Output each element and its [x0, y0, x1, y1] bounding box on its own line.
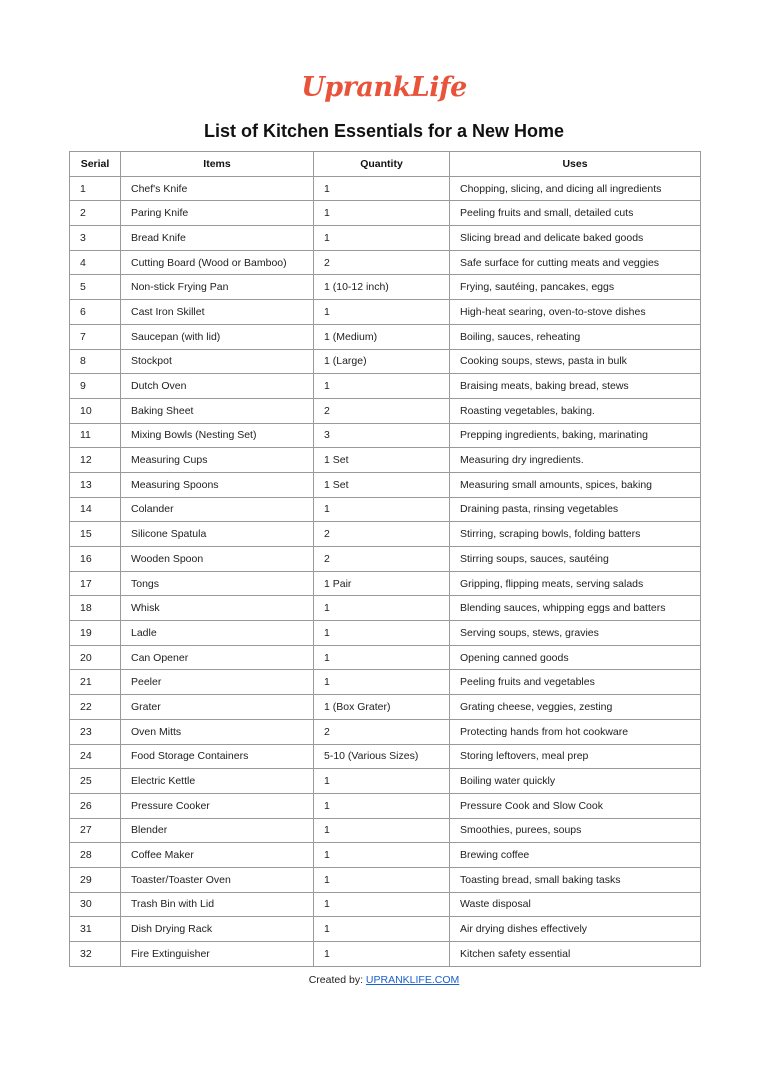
cell-uses: Blending sauces, whipping eggs and batters — [450, 596, 701, 621]
cell-uses: Pressure Cook and Slow Cook — [450, 793, 701, 818]
cell-serial: 29 — [70, 867, 121, 892]
cell-uses: Chopping, slicing, and dicing all ingredients — [450, 176, 701, 201]
cell-serial: 1 — [70, 176, 121, 201]
cell-quantity: 1 — [314, 942, 450, 967]
table-row — [70, 226, 701, 251]
cell-uses: Waste disposal — [450, 892, 701, 917]
cell-uses: Smoothies, purees, soups — [450, 818, 701, 843]
cell-uses: Stirring, scraping bowls, folding batters — [450, 522, 701, 547]
cell-serial: 19 — [70, 621, 121, 646]
footer-credit — [0, 973, 768, 987]
table-row — [70, 670, 701, 695]
table-row — [70, 818, 701, 843]
cell-uses: Boiling water quickly — [450, 769, 701, 794]
cell-uses: Frying, sautéing, pancakes, eggs — [450, 275, 701, 300]
cell-item: Measuring Cups — [121, 448, 314, 473]
cell-uses: Air drying dishes effectively — [450, 917, 701, 942]
cell-item: Pressure Cooker — [121, 793, 314, 818]
cell-item: Bread Knife — [121, 226, 314, 251]
cell-uses: Brewing coffee — [450, 843, 701, 868]
header-uses: Uses — [450, 152, 701, 177]
table-row — [70, 497, 701, 522]
cell-item: Saucepan (with lid) — [121, 324, 314, 349]
cell-uses: Grating cheese, veggies, zesting — [450, 695, 701, 720]
page-title: List of Kitchen Essentials for a New Home — [203, 121, 565, 141]
cell-quantity: 1 — [314, 300, 450, 325]
cell-quantity: 1 — [314, 497, 450, 522]
table-row — [70, 695, 701, 720]
cell-item: Grater — [121, 695, 314, 720]
cell-serial: 9 — [70, 374, 121, 399]
table-body — [70, 176, 701, 966]
cell-serial: 22 — [70, 695, 121, 720]
cell-serial: 30 — [70, 892, 121, 917]
cell-item: Silicone Spatula — [121, 522, 314, 547]
table-row — [70, 547, 701, 572]
table-header-row — [70, 152, 701, 177]
cell-serial: 15 — [70, 522, 121, 547]
cell-item: Mixing Bowls (Nesting Set) — [121, 423, 314, 448]
cell-quantity: 2 — [314, 398, 450, 423]
cell-serial: 6 — [70, 300, 121, 325]
cell-serial: 4 — [70, 250, 121, 275]
cell-quantity: 1 — [314, 917, 450, 942]
cell-item: Cast Iron Skillet — [121, 300, 314, 325]
cell-quantity: 1 — [314, 621, 450, 646]
cell-quantity: 5-10 (Various Sizes) — [314, 744, 450, 769]
cell-item: Oven Mitts — [121, 719, 314, 744]
cell-uses: Boiling, sauces, reheating — [450, 324, 701, 349]
cell-quantity: 1 — [314, 843, 450, 868]
cell-serial: 14 — [70, 497, 121, 522]
table-row — [70, 472, 701, 497]
cell-quantity: 1 (Large) — [314, 349, 450, 374]
cell-quantity: 1 Set — [314, 448, 450, 473]
table-row — [70, 571, 701, 596]
cell-item: Blender — [121, 818, 314, 843]
table-row — [70, 645, 701, 670]
cell-item: Whisk — [121, 596, 314, 621]
cell-item: Paring Knife — [121, 201, 314, 226]
cell-serial: 17 — [70, 571, 121, 596]
cell-serial: 24 — [70, 744, 121, 769]
cell-quantity: 1 — [314, 818, 450, 843]
cell-serial: 18 — [70, 596, 121, 621]
cell-serial: 25 — [70, 769, 121, 794]
cell-serial: 27 — [70, 818, 121, 843]
table-row — [70, 374, 701, 399]
cell-serial: 21 — [70, 670, 121, 695]
cell-serial: 28 — [70, 843, 121, 868]
table-row — [70, 176, 701, 201]
cell-uses: Toasting bread, small baking tasks — [450, 867, 701, 892]
cell-item: Cutting Board (Wood or Bamboo) — [121, 250, 314, 275]
cell-quantity: 2 — [314, 719, 450, 744]
cell-item: Wooden Spoon — [121, 547, 314, 572]
cell-item: Dish Drying Rack — [121, 917, 314, 942]
cell-serial: 20 — [70, 645, 121, 670]
cell-quantity: 1 — [314, 374, 450, 399]
cell-quantity: 1 Pair — [314, 571, 450, 596]
cell-uses: Braising meats, baking bread, stews — [450, 374, 701, 399]
table-row — [70, 843, 701, 868]
cell-quantity: 1 — [314, 645, 450, 670]
cell-quantity: 1 — [314, 596, 450, 621]
cell-uses: Opening canned goods — [450, 645, 701, 670]
cell-item: Ladle — [121, 621, 314, 646]
cell-uses: Roasting vegetables, baking. — [450, 398, 701, 423]
cell-item: Toaster/Toaster Oven — [121, 867, 314, 892]
cell-quantity: 2 — [314, 250, 450, 275]
table-row — [70, 892, 701, 917]
cell-serial: 7 — [70, 324, 121, 349]
cell-quantity: 1 — [314, 793, 450, 818]
table-row — [70, 423, 701, 448]
cell-quantity: 1 — [314, 670, 450, 695]
table-row — [70, 942, 701, 967]
table-row — [70, 793, 701, 818]
cell-quantity: 1 (Box Grater) — [314, 695, 450, 720]
cell-item: Measuring Spoons — [121, 472, 314, 497]
cell-quantity: 1 — [314, 176, 450, 201]
table-row — [70, 448, 701, 473]
cell-item: Can Opener — [121, 645, 314, 670]
cell-uses: Cooking soups, stews, pasta in bulk — [450, 349, 701, 374]
table-row — [70, 719, 701, 744]
cell-serial: 12 — [70, 448, 121, 473]
footer-link[interactable]: UPRANKLIFE.COM — [365, 974, 460, 986]
cell-item: Dutch Oven — [121, 374, 314, 399]
cell-serial: 13 — [70, 472, 121, 497]
cell-quantity: 1 — [314, 201, 450, 226]
cell-item: Chef's Knife — [121, 176, 314, 201]
header-items: Items — [121, 152, 314, 177]
footer-prefix: Created by: — [308, 974, 363, 986]
table-row — [70, 596, 701, 621]
cell-uses: Serving soups, stews, gravies — [450, 621, 701, 646]
cell-serial: 5 — [70, 275, 121, 300]
cell-serial: 23 — [70, 719, 121, 744]
cell-uses: Measuring dry ingredients. — [450, 448, 701, 473]
cell-quantity: 1 (Medium) — [314, 324, 450, 349]
table-row — [70, 275, 701, 300]
table-row — [70, 324, 701, 349]
cell-item: Tongs — [121, 571, 314, 596]
cell-quantity: 2 — [314, 522, 450, 547]
cell-item: Stockpot — [121, 349, 314, 374]
cell-uses: Slicing bread and delicate baked goods — [450, 226, 701, 251]
cell-serial: 11 — [70, 423, 121, 448]
table-row — [70, 917, 701, 942]
cell-uses: Peeling fruits and vegetables — [450, 670, 701, 695]
cell-serial: 32 — [70, 942, 121, 967]
cell-quantity: 1 — [314, 226, 450, 251]
header-serial: Serial — [70, 152, 121, 177]
cell-uses: Stirring soups, sauces, sautéing — [450, 547, 701, 572]
cell-item: Peeler — [121, 670, 314, 695]
table-row — [70, 201, 701, 226]
kitchen-essentials-table — [69, 151, 701, 967]
cell-uses: Kitchen safety essential — [450, 942, 701, 967]
table-row — [70, 349, 701, 374]
cell-uses: Gripping, flipping meats, serving salads — [450, 571, 701, 596]
cell-quantity: 1 — [314, 892, 450, 917]
cell-quantity: 1 — [314, 769, 450, 794]
cell-uses: Storing leftovers, meal prep — [450, 744, 701, 769]
table-row — [70, 250, 701, 275]
table-row — [70, 522, 701, 547]
cell-uses: Peeling fruits and small, detailed cuts — [450, 201, 701, 226]
cell-quantity: 1 Set — [314, 472, 450, 497]
cell-serial: 8 — [70, 349, 121, 374]
cell-serial: 3 — [70, 226, 121, 251]
table-row — [70, 300, 701, 325]
cell-quantity: 3 — [314, 423, 450, 448]
table-row — [70, 867, 701, 892]
cell-uses: Draining pasta, rinsing vegetables — [450, 497, 701, 522]
cell-item: Non-stick Frying Pan — [121, 275, 314, 300]
brand-logo: UprankLife — [301, 72, 467, 103]
cell-item: Food Storage Containers — [121, 744, 314, 769]
cell-uses: Safe surface for cutting meats and veggies — [450, 250, 701, 275]
cell-serial: 31 — [70, 917, 121, 942]
cell-uses: Prepping ingredients, baking, marinating — [450, 423, 701, 448]
cell-quantity: 2 — [314, 547, 450, 572]
cell-uses: Protecting hands from hot cookware — [450, 719, 701, 744]
cell-uses: High-heat searing, oven-to-stove dishes — [450, 300, 701, 325]
cell-quantity: 1 (10-12 inch) — [314, 275, 450, 300]
cell-item: Fire Extinguisher — [121, 942, 314, 967]
table-row — [70, 769, 701, 794]
cell-uses: Measuring small amounts, spices, baking — [450, 472, 701, 497]
cell-serial: 26 — [70, 793, 121, 818]
cell-item: Colander — [121, 497, 314, 522]
header-quantity: Quantity — [314, 152, 450, 177]
table-row — [70, 398, 701, 423]
cell-serial: 10 — [70, 398, 121, 423]
cell-item: Electric Kettle — [121, 769, 314, 794]
cell-serial: 2 — [70, 201, 121, 226]
cell-quantity: 1 — [314, 867, 450, 892]
table-row — [70, 744, 701, 769]
cell-item: Coffee Maker — [121, 843, 314, 868]
cell-serial: 16 — [70, 547, 121, 572]
table-row — [70, 621, 701, 646]
cell-item: Trash Bin with Lid — [121, 892, 314, 917]
cell-item: Baking Sheet — [121, 398, 314, 423]
